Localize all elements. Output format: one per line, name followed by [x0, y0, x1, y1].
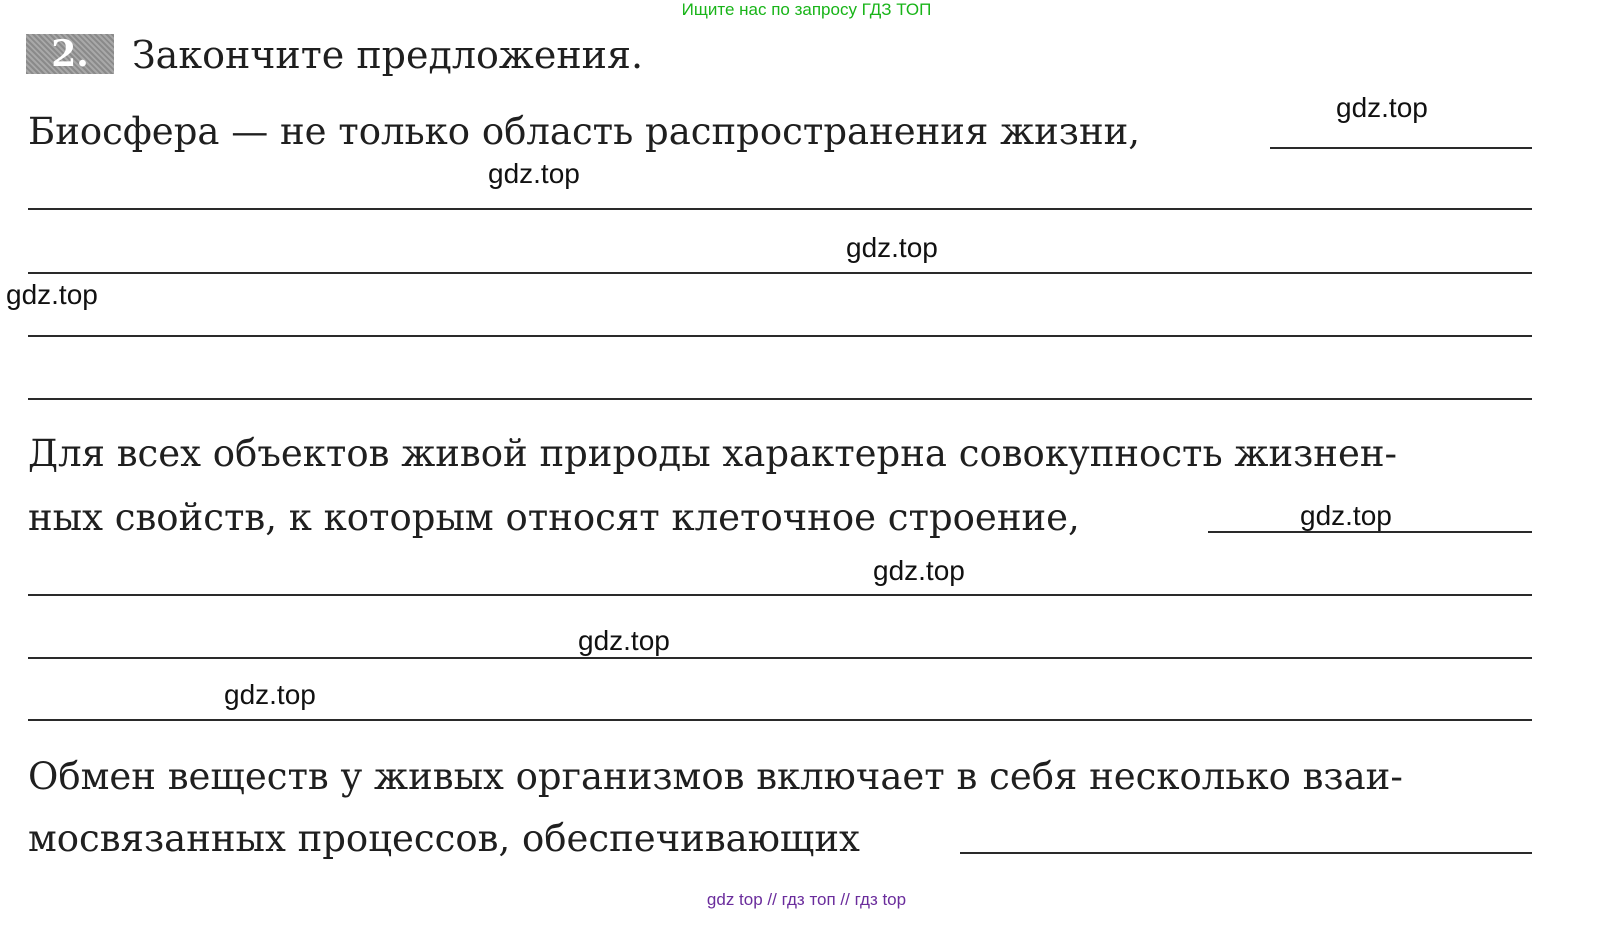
top-banner[interactable]: Ищите нас по запросу ГДЗ ТОП [681, 0, 932, 19]
sentence-3-line-2: мосвязанных процессов, обеспечивающих [28, 817, 860, 860]
watermark: gdz.top [6, 279, 98, 310]
watermark: gdz.top [578, 625, 670, 656]
sentence-2-line-2: ных свойств, к которым относят клеточное строение, [28, 496, 1080, 539]
watermark: gdz.top [846, 232, 938, 263]
sentence-3-line-1: Обмен веществ у живых организмов включает в себя несколько взаи- [28, 755, 1403, 798]
watermark: gdz.top [873, 555, 965, 586]
task-title: Закончите предложения. [132, 33, 644, 77]
answer-line[interactable] [28, 398, 1532, 400]
sentence-2-line-1: Для всех объектов живой природы характерна совокупность жизнен- [28, 432, 1398, 475]
answer-line[interactable] [28, 208, 1532, 210]
answer-line[interactable] [28, 594, 1532, 596]
answer-line-inline[interactable] [960, 852, 1532, 854]
footer-links[interactable]: gdz top // гдз топ // гдз top [706, 890, 907, 909]
answer-line[interactable] [28, 272, 1532, 274]
answer-line[interactable] [28, 335, 1532, 337]
answer-line[interactable] [28, 657, 1532, 659]
answer-line-inline[interactable] [1270, 147, 1532, 149]
watermark: gdz.top [224, 679, 316, 710]
watermark: gdz.top [1336, 92, 1428, 123]
watermark: gdz.top [488, 158, 580, 189]
watermark: gdz.top [1300, 500, 1392, 531]
sentence-1-line-1: Биосфера — не только область распространения жизни, [28, 110, 1141, 153]
answer-line[interactable] [28, 719, 1532, 721]
task-number-badge: 2. [26, 34, 114, 74]
